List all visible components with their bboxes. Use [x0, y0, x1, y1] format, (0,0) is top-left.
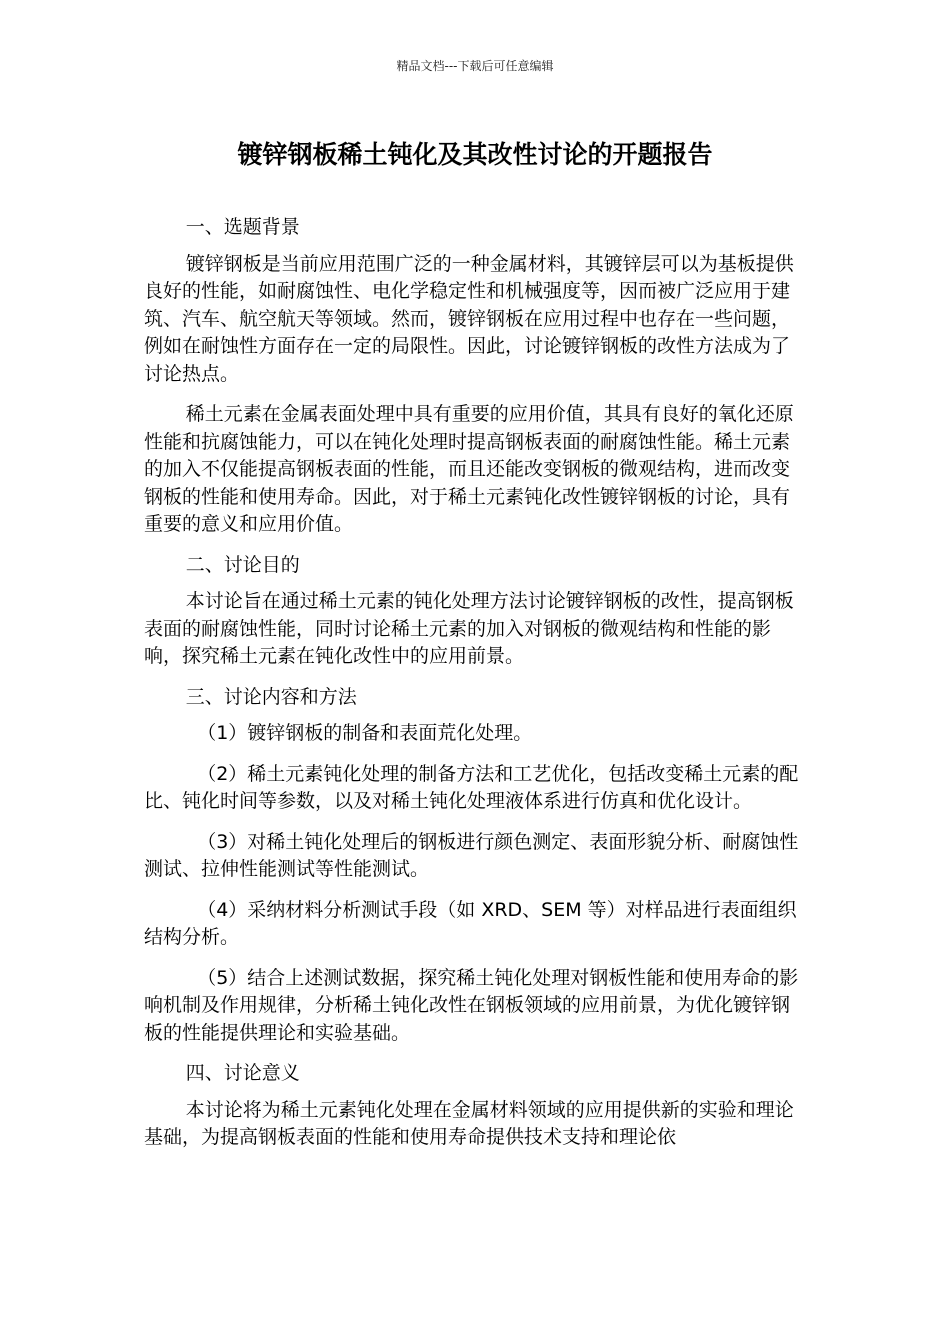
page-header-note: 精品文档---下载后可任意编辑 [396, 59, 554, 73]
document-title: 镀锌钢板稀土钝化及其改性讨论的开题报告 [237, 140, 713, 169]
document-body [144, 214, 808, 1165]
method-item-1: （1）镀锌钢板的制备和表面荒化处理。 [197, 722, 533, 744]
section-heading-background: 一、选题背景 [185, 216, 300, 238]
background-paragraph-1: 镀锌钢板是当前应用范围广泛的一种金属材料，其镀锌层可以为基板提供良好的性能，如耐腐蚀性、电化学稳定性和机械强度等，因而被广泛应用于建筑、汽车、航空航天等领域。然而，镀锌钢板在应用过程中也存在一些问题，例如在耐蚀性方面存在一定的局限性。因此，讨论镀锌钢板的改性方法成为了讨论热点。 [144, 252, 794, 385]
method-item-5: （5）结合上述测试数据，探究稀土钝化处理对钢板性能和使用寿命的影响机制及作用规律，分析稀土钝化改性在钢板领域的应用前景，为优化镀锌钢板的性能提供理论和实验基础。 [144, 966, 799, 1044]
method-item-3: （3）对稀土钝化处理后的钢板进行颜色测定、表面形貌分析、耐腐蚀性测试、拉伸性能测试等性能测试。 [144, 830, 799, 880]
background-paragraph-2: 稀土元素在金属表面处理中具有重要的应用价值，其具有良好的氧化还原性能和抗腐蚀能力，可以在钝化处理时提高钢板表面的耐腐蚀性能。稀土元素的加入不仅能提高钢板表面的性能，而且还能改变钢板的微观结构，进而改变钢板的性能和使用寿命。因此，对于稀土元素钝化改性镀锌钢板的讨论，具有重要的意义和应用价值。 [144, 403, 794, 535]
significance-paragraph: 本讨论将为稀土元素钝化处理在金属材料领域的应用提供新的实验和理论基础，为提高钢板表面的性能和使用寿命提供技术支持和理论依 [144, 1098, 794, 1148]
method-item-2: （2）稀土元素钝化处理的制备方法和工艺优化，包括改变稀土元素的配比、钝化时间等参数，以及对稀土钝化处理液体系进行仿真和优化设计。 [144, 762, 799, 812]
section-heading-purpose: 二、讨论目的 [185, 553, 300, 576]
section-heading-content-methods: 三、讨论内容和方法 [185, 685, 357, 708]
purpose-paragraph: 本讨论旨在通过稀土元素的钝化处理方法讨论镀锌钢板的改性，提高钢板表面的耐腐蚀性能，同时讨论稀土元素的加入对钢板的微观结构和性能的影响，探究稀土元素在钝化改性中的应用前景。 [144, 590, 794, 667]
method-item-4: （4）采纳材料分析测试手段（如 XRD、SEM 等）对样品进行表面组织结构分析。 [144, 898, 797, 948]
section-heading-significance: 四、讨论意义 [185, 1062, 300, 1084]
